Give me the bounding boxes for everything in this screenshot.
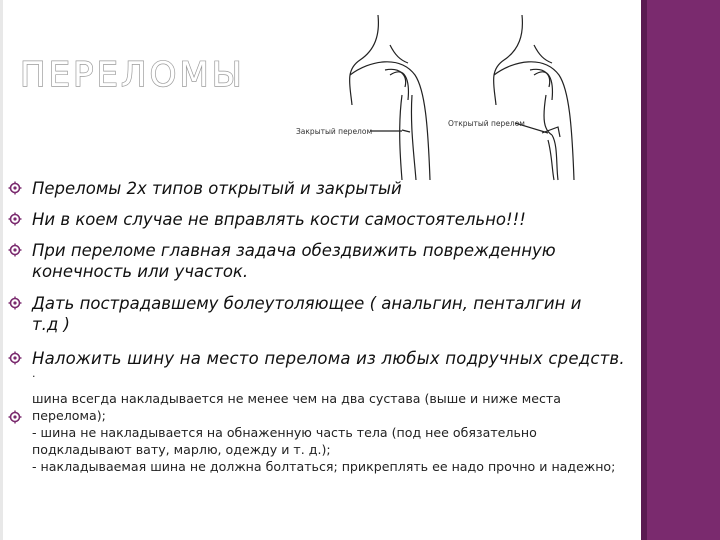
closed-fracture-label: Закрытый перелом [296, 127, 373, 136]
slide-title: ПЕРЕЛОМЫ [20, 55, 245, 95]
bullet-item [8, 209, 672, 230]
bullet-text: Переломы 2х типов открытый и закрытый [32, 179, 402, 198]
slide-left-border [0, 0, 3, 540]
bullet-text: Дать пострадавшему болеутоляющее ( анальгин, пенталгин и [32, 294, 582, 313]
bullet-item [8, 240, 672, 282]
note-body [8, 390, 698, 475]
bullet-text: Ни в коем случае не вправлять кости самостоятельно!!! [32, 210, 526, 229]
gear-bullet-icon [8, 212, 22, 226]
note-line: шина всегда накладывается не менее чем на два сустава (выше и ниже места [32, 391, 561, 406]
gear-bullet-icon [8, 296, 22, 310]
gear-bullet-icon [8, 351, 22, 365]
open-fracture-label: Открытый перелом [448, 119, 525, 128]
bullet-text: Наложить шину на место перелома из любых подручных средств. [32, 349, 625, 368]
note-line: - накладываемая шина не должна болтаться; прикреплять ее надо прочно и надежно; [32, 459, 616, 474]
bullet-text-cont: конечность или участок. [32, 262, 249, 281]
gear-bullet-icon [8, 410, 22, 424]
splint-notes [8, 372, 698, 475]
bullet-item [8, 178, 672, 199]
note-mark: · [32, 370, 36, 383]
bullet-item [8, 293, 672, 335]
note-line: - шина не накладывается на обнаженную часть тела (под нее обязательно [32, 425, 537, 440]
gear-bullet-icon [8, 181, 22, 195]
note-line: перелома); [32, 408, 106, 423]
fracture-illustration [290, 5, 620, 190]
bullet-item [8, 348, 720, 369]
gear-bullet-icon [8, 243, 22, 257]
bullet-text-cont: т.д ) [32, 315, 70, 334]
bullet-text: При переломе главная задача обездвижить поврежденную [32, 241, 556, 260]
note-line: подкладывают вату, марлю, одежду и т. д.); [32, 442, 331, 457]
